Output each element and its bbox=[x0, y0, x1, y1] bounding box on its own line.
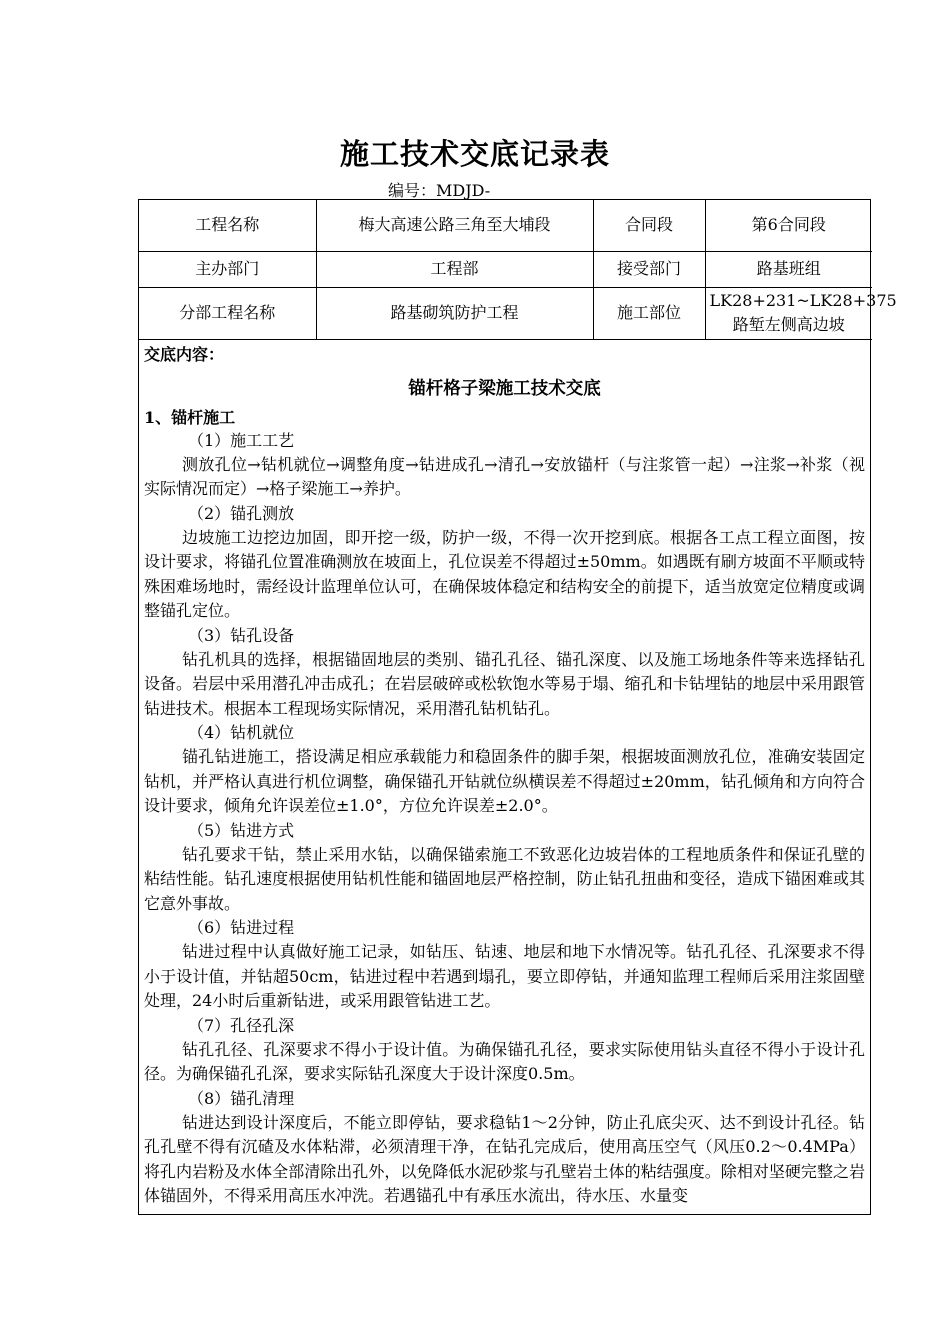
project-name-value: 梅大高速公路三角至大埔段 bbox=[316, 200, 593, 251]
sub-project-label: 分部工程名称 bbox=[139, 287, 316, 339]
contract-label: 合同段 bbox=[593, 200, 705, 251]
content-subtitle: 锚杆格子梁施工技术交底 bbox=[408, 378, 601, 399]
item-heading: （2）锚孔测放 bbox=[188, 503, 295, 523]
item-heading: （5）钻进方式 bbox=[188, 820, 295, 840]
contract-value: 第6合同段 bbox=[705, 200, 872, 251]
item-paragraph: 钻进过程中认真做好施工记录，如钻压、钻速、地层和地下水情况等。钻孔孔径、孔深要求不得小于设计值，并钻超50cm，钻进过程中若遇到塌孔，要立即停钻，并通知监理工程师后采用注浆固壁处理，24小时后重新钻进，或采用跟管钻进工艺。 bbox=[144, 942, 865, 1010]
item-paragraph: 钻孔机具的选择，根据锚固地层的类别、锚孔孔径、锚孔深度、以及施工场地条件等来选择钻孔设备。岩层中采用潜孔冲击成孔；在岩层破碎或松软饱水等易于塌、缩孔和卡钻埋钻的地层中采用跟管钻进技术。根据本工程现场实际情况，采用潜孔钻机钻孔。 bbox=[144, 649, 865, 718]
item-paragraph: 锚孔钻进施工，搭设满足相应承载能力和稳固条件的脚手架，根据坡面测放孔位，准确安装固定钻机，并严格认真进行机位调整，确保锚孔开钻就位纵横误差不得超过±20mm，钻孔倾角和方向符合设计要求，倾角允许误差位±1.0°，方位允许误差±2.0°。 bbox=[144, 747, 865, 815]
content-body bbox=[139, 340, 870, 1209]
content-label: 交底内容： bbox=[144, 344, 225, 364]
document-title: 施工技术交底记录表 bbox=[339, 137, 610, 171]
item-heading: （6）钻进过程 bbox=[188, 918, 295, 937]
item-paragraph: 钻孔孔径、孔深要求不得小于设计值。为确保锚孔孔径，要求实际使用钻头直径不得小于设计孔径。为确保锚孔孔深，要求实际钻孔深度大于设计深度0.5m。 bbox=[144, 1039, 865, 1083]
host-dept-label: 主办部门 bbox=[139, 251, 316, 287]
receive-dept-value: 路基班组 bbox=[705, 251, 872, 287]
project-name-label: 工程名称 bbox=[139, 200, 316, 251]
location-value bbox=[705, 287, 897, 339]
item-heading: （7）孔径孔深 bbox=[188, 1015, 295, 1035]
info-row-dept bbox=[139, 251, 872, 287]
location-line-2: 路堑左侧高边坡 bbox=[732, 315, 845, 334]
item-heading: （8）锚孔清理 bbox=[188, 1088, 295, 1108]
item-paragraph: 钻进达到设计深度后，不能立即停钻，要求稳钻1～2分钟，防止孔底尖灭、达不到设计孔径。钻孔孔壁不得有沉碴及水体粘滞，必须清理干净，在钻孔完成后，使用高压空气（风压0.2～0.4MPa）将孔内岩粉及水体全部清除出孔外，以免降低水泥砂浆与孔壁岩土体的粘结强度。除相对坚硬完整之岩体锚固外，不得采用高压水冲洗。若遇锚孔中有承压水流出，待水压、水量变 bbox=[144, 1112, 865, 1205]
info-row-project bbox=[139, 200, 872, 251]
record-frame bbox=[138, 199, 897, 1215]
host-dept-value: 工程部 bbox=[316, 251, 593, 287]
section-heading: 1、锚杆施工 bbox=[144, 407, 236, 427]
receive-dept-label: 接受部门 bbox=[593, 251, 705, 287]
location-line-1: LK28+231~LK28+375 bbox=[709, 291, 897, 310]
location-label: 施工部位 bbox=[593, 287, 705, 339]
info-row-subproject bbox=[139, 287, 872, 339]
sub-project-value: 路基砌筑防护工程 bbox=[316, 287, 593, 339]
info-table bbox=[139, 200, 897, 340]
item-paragraph: 钻孔要求干钻，禁止采用水钻，以确保锚索施工不致恶化边坡岩体的工程地质条件和保证孔壁的粘结性能。钻孔速度根据使用钻机性能和锚固地层严格控制，防止钻孔扭曲和变径，造成下锚困难或其它意外事故。 bbox=[144, 844, 865, 913]
serial-number: 编号：MDJD- bbox=[388, 181, 491, 200]
item-paragraph: 测放孔位→钻机就位→调整角度→钻进成孔→清孔→安放锚杆（与注浆管一起）→注浆→补浆（视实际情况而定）→格子梁施工→养护。 bbox=[144, 454, 865, 498]
item-heading: （3）钻孔设备 bbox=[188, 625, 295, 645]
item-heading: （4）钻机就位 bbox=[188, 723, 295, 742]
item-heading: （1）施工工艺 bbox=[188, 430, 295, 450]
item-paragraph: 边坡施工边挖边加固，即开挖一级，防护一级，不得一次开挖到底。根据各工点工程立面图，按设计要求，将锚孔位置准确测放在坡面上，孔位误差不得超过±50mm。如遇既有刷方坡面不平顺或特殊困难场地时，需经设计监理单位认可，在确保坡体稳定和结构安全的前提下，适当放宽定位精度或调整锚孔定位。 bbox=[144, 527, 865, 620]
